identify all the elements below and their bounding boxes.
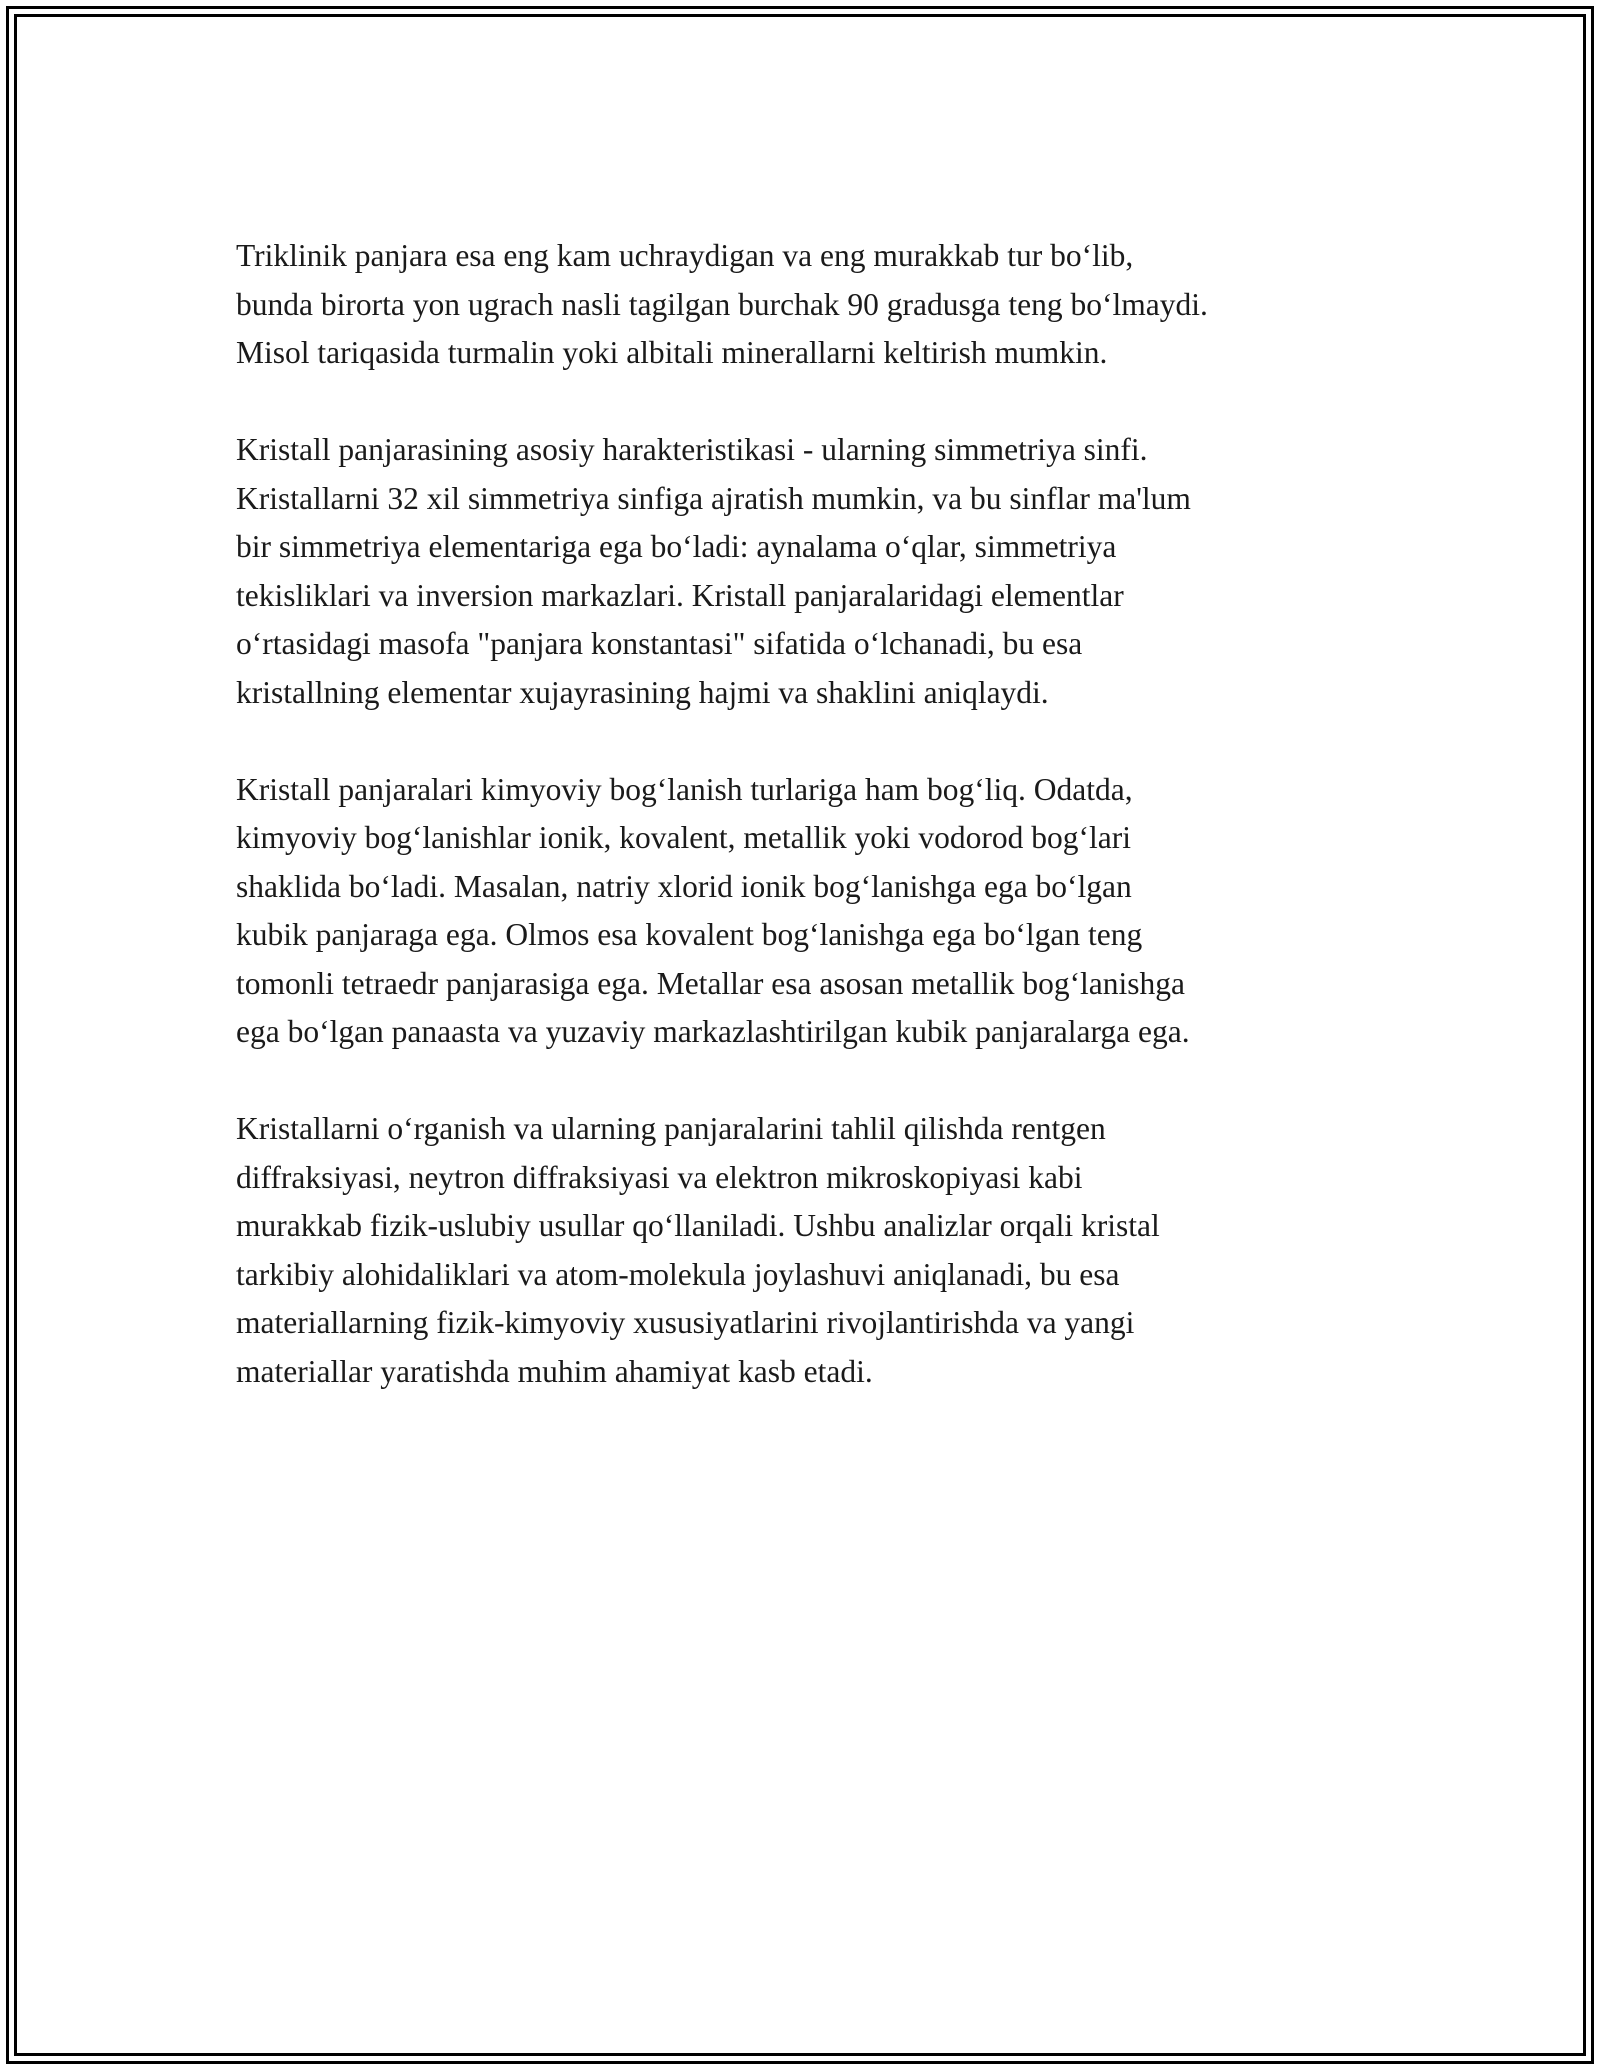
text-line: Kristall panjaralari kimyoviy bog‘lanish turlariga ham bog‘liq. Odatda,: [236, 771, 1133, 807]
text-line: Kristall panjarasining asosiy harakteristikasi - ularning simmetriya sinfi.: [236, 432, 1148, 467]
text-line: materiallar yaratishda muhim ahamiyat kasb etadi.: [236, 1353, 873, 1389]
text-line: Misol tariqasida turmalin yoki albitali minerallarni keltirish mumkin.: [236, 335, 1108, 370]
text-line: ega bo‘lgan panaasta va yuzaviy markazlashtirilgan kubik panjaralarga ega.: [236, 1014, 1190, 1049]
text-line: tomonli tetraedr panjarasiga ega. Metallar esa asosan metallik bog‘lanishga: [236, 965, 1186, 1001]
text-line: shaklida bo‘ladi. Masalan, natriy xlorid ionik bog‘lanishga ega bo‘lgan: [236, 868, 1132, 904]
text-line: Kristallarni o‘rganish va ularning panjaralarini tahlil qilishda rentgen: [236, 1111, 1106, 1146]
text-line: murakkab fizik-uslubiy usullar qo‘llaniladi. Ushbu analizlar orqali kristal: [236, 1208, 1160, 1243]
paragraph-2: [236, 426, 1426, 717]
text-line: diffraksiyasi, neytron diffraksiyasi va elektron mikroskopiyasi kabi: [236, 1159, 1083, 1195]
text-line: Triklinik panjara esa eng kam uchraydigan va eng murakkab tur bo‘lib,: [236, 238, 1134, 273]
paragraph-1: [236, 232, 1426, 378]
text-line: tekisliklari va inversion markazlari. Kristall panjaralaridagi elementlar: [236, 577, 1124, 613]
text-line: materiallarning fizik-kimyoviy xususiyatlarini rivojlantirishda va yangi: [236, 1305, 1135, 1340]
paragraph-4: [236, 1105, 1426, 1396]
text-line: bir simmetriya elementariga ega bo‘ladi: aynalama o‘qlar, simmetriya: [236, 529, 1117, 564]
text-line: o‘rtasidagi masofa "panjara konstantasi" sifatida o‘lchanadi, bu esa: [236, 626, 1083, 661]
text-line: kristallning elementar xujayrasining hajmi va shaklini aniqlaydi.: [236, 674, 1049, 710]
text-line: kubik panjaraga ega. Olmos esa kovalent bog‘lanishga ega bo‘lgan teng: [236, 917, 1143, 952]
text-line: bunda birorta yon ugrach nasli tagilgan burchak 90 gradusga teng bo‘lmaydi.: [236, 286, 1208, 322]
text-line: kimyoviy bog‘lanishlar ionik, kovalent, metallik yoki vodorod bog‘lari: [236, 820, 1131, 855]
text-line: tarkibiy alohidaliklari va atom-molekula joylashuvi aniqlanadi, bu esa: [236, 1256, 1120, 1292]
paragraph-3: [236, 766, 1426, 1057]
text-line: Kristallarni 32 xil simmetriya sinfiga ajratish mumkin, va bu sinflar ma'lum: [236, 480, 1191, 516]
document-body: [236, 232, 1426, 1445]
